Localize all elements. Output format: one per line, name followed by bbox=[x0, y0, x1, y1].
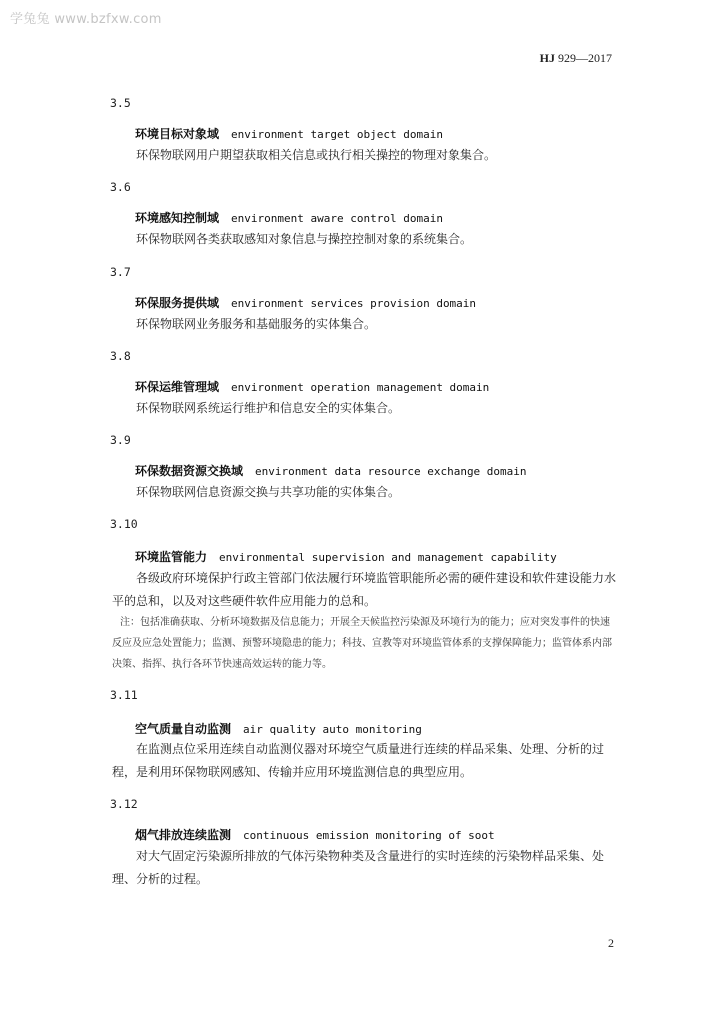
clause-number: 3.6 bbox=[110, 180, 131, 194]
standard-prefix: HJ bbox=[539, 51, 555, 65]
term-definition: 在监测点位采用连续自动监测仪器对环境空气质量进行连续的样品采集、处理、分析的过程，是利用环保物联网感知、传输并应用环境监测信息的典型应用。 bbox=[112, 742, 605, 779]
term-english: environmental supervision and management capability bbox=[219, 551, 557, 564]
term-definition: 环保物联网业务服务和基础服务的实体集合。 bbox=[136, 317, 377, 331]
term-chinese: 环保数据资源交换域 bbox=[135, 464, 244, 478]
term-english: environment data resource exchange domain bbox=[255, 465, 527, 478]
term-chinese: 环境目标对象域 bbox=[135, 127, 220, 141]
term-title bbox=[135, 209, 443, 226]
term-title bbox=[135, 826, 495, 843]
clause-number: 3.12 bbox=[110, 797, 138, 811]
clause-number: 3.5 bbox=[110, 96, 131, 110]
page-number: 2 bbox=[608, 936, 614, 950]
clause-number: 3.9 bbox=[110, 433, 131, 447]
term-title bbox=[135, 125, 443, 142]
term-definition: 对大气固定污染源所排放的气体污染物种类及含量进行的实时连续的污染物样品采集、处理、分析的过程。 bbox=[112, 849, 605, 886]
term-english: environment services provision domain bbox=[231, 297, 477, 310]
clause-number: 3.7 bbox=[110, 265, 131, 279]
clause-number: 3.10 bbox=[110, 517, 138, 531]
term-title bbox=[135, 462, 527, 479]
term-definition: 环保物联网用户期望获取相关信息或执行相关操控的物理对象集合。 bbox=[136, 148, 497, 162]
watermark: 学兔兔 www.bzfxw.com bbox=[10, 12, 162, 27]
term-note: 注：包括准确获取、分析环境数据及信息能力；开展全天候监控污染源及环境行为的能力；应对突发事件的快速反应及应急处置能力；监测、预警环境隐患的能力；科技、宣教等对环境监管体系的支撑保障能力；监管体系内部决策、指挥、执行各环节快速高效运转的能力等。 bbox=[112, 617, 612, 670]
term-chinese: 环保运维管理域 bbox=[135, 380, 220, 394]
term-title bbox=[135, 378, 489, 395]
term-chinese: 环境感知控制域 bbox=[135, 211, 220, 225]
term-definition: 环保物联网系统运行维护和信息安全的实体集合。 bbox=[136, 401, 401, 415]
term-chinese: 环保服务提供域 bbox=[135, 296, 220, 310]
term-title bbox=[135, 720, 422, 737]
standard-number: 929—2017 bbox=[558, 51, 612, 65]
term-english: environment target object domain bbox=[231, 128, 443, 141]
term-english: continuous emission monitoring of soot bbox=[243, 829, 495, 842]
term-english: environment aware control domain bbox=[231, 212, 443, 225]
term-english: environment operation management domain bbox=[231, 381, 490, 394]
clause-number: 3.11 bbox=[110, 688, 138, 702]
term-title bbox=[135, 548, 557, 565]
term-definition: 各级政府环境保护行政主管部门依法履行环境监管职能所必需的硬件建设和软件建设能力水平的总和，以及对这些硬件软件应用能力的总和。 bbox=[112, 571, 617, 608]
term-definition: 环保物联网各类获取感知对象信息与操控控制对象的系统集合。 bbox=[136, 232, 473, 246]
term-chinese: 环境监管能力 bbox=[135, 550, 208, 564]
term-title bbox=[135, 294, 476, 311]
term-definition: 环保物联网信息资源交换与共享功能的实体集合。 bbox=[136, 485, 401, 499]
term-chinese: 烟气排放连续监测 bbox=[135, 828, 232, 842]
term-chinese: 空气质量自动监测 bbox=[135, 722, 232, 736]
clause-number: 3.8 bbox=[110, 349, 131, 363]
term-english: air quality auto monitoring bbox=[243, 723, 422, 736]
